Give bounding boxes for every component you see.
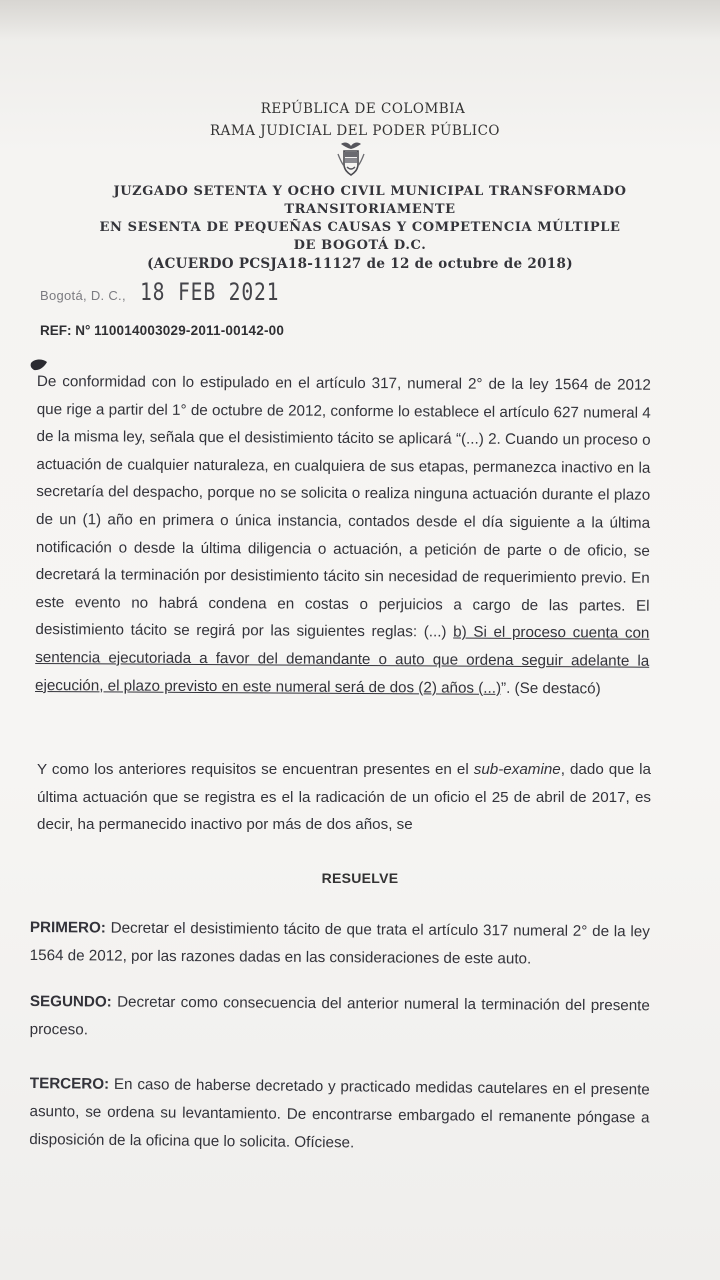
resolution-first-text: Decretar el desistimiento tácito de que trata el artículo 317 numeral 2° de la ley 1564 de 2012, por las razones dadas en las consideraciones de este auto. bbox=[29, 919, 650, 968]
date-place: Bogotá, D. C., bbox=[40, 288, 126, 303]
court-name-block bbox=[40, 183, 680, 273]
document-header bbox=[0, 98, 720, 142]
requirements-text-a: Y como los anteriores requisitos se encuentran presentes en el bbox=[37, 761, 469, 778]
considerations-tail-text: ”. (Se destacó) bbox=[501, 679, 601, 697]
court-name-line: DE BOGOTÁ D.C. bbox=[293, 238, 427, 253]
colombia-coat-of-arms-icon bbox=[335, 140, 367, 178]
resolution-first bbox=[30, 914, 650, 974]
court-agreement-line: (ACUERDO PCSJA18-11127 de 12 de octubre de 2018) bbox=[147, 256, 573, 272]
branch-heading: RAMA JUDICIAL DEL PODER PÚBLICO bbox=[210, 123, 500, 139]
considerations-lead-text: De conformidad con lo estipulado en el artículo 317, numeral 2° de la ley 1564 de 2012 que rige a partir del 1° de octubre de 2012, conforme lo establece el artículo 627 numeral 4 de la misma ley, señala que el desistimiento tácito se aplicará “(...) 2. Cuando un proceso o actuación de cualquier naturaleza, en cualquiera de sus etapas, permanezca inactivo en la secretaría del despacho, porque no se solicita o realiza ninguna actuación durante el plazo de un (1) año en primera o única instancia, contados desde el día siguiente a la última notificación o desde la última diligencia o actuación, a petición de parte o de oficio, se decretará la terminación por desistimiento tácito sin necesidad de requerimiento previo. En este evento no habrá condena en costas o perjuicios a cargo de las partes. El desistimiento tácito se regirá por las siguientes reglas: (...) bbox=[35, 372, 651, 641]
requirements-latin-term: sub-examine bbox=[473, 761, 561, 778]
resolution-second-text: Decretar como consecuencia del anterior numeral la terminación del presente proceso. bbox=[29, 993, 650, 1039]
date-stamp: 18 FEB 2021 bbox=[139, 278, 280, 306]
reference-label: REF: N° bbox=[40, 323, 91, 338]
considerations-paragraph bbox=[35, 368, 651, 703]
court-name-line: EN SESENTA DE PEQUEÑAS CAUSAS Y COMPETENCIA MÚLTIPLE bbox=[99, 220, 621, 235]
court-name-line: JUZGADO SETENTA Y OCHO CIVIL MUNICIPAL TRANSFORMADO TRANSITORIAMENTE bbox=[113, 184, 627, 217]
page-top-shadow bbox=[0, 0, 720, 40]
resolution-second bbox=[30, 988, 650, 1048]
resolution-heading: RESUELVE bbox=[321, 870, 399, 886]
resolution-third bbox=[29, 1070, 650, 1160]
requirements-paragraph bbox=[37, 756, 651, 839]
country-heading: REPÚBLICA DE COLOMBIA bbox=[260, 101, 466, 117]
resolution-third-text: En caso de haberse decretado y practicado medidas cautelares en el presente asunto, se ordena su levantamiento. De encontrarse embargado el remanente póngase a disposición de la oficina que lo solicita. Ofíciese. bbox=[29, 1075, 650, 1152]
requirements-text-b: , dado que la última actuación que se registra es el la radicación de un oficio el 25 de abril de 2017, es decir, ha permanecido inactivo por más de dos años, se bbox=[37, 761, 651, 834]
considerations-underlined-quote: b) Si el proceso cuenta con sentencia ejecutoriada a favor del demandante o auto que ordena seguir adelante la ejecución, el plazo previsto en este numeral será de dos (2) años (...) bbox=[35, 623, 650, 697]
reference-number: 110014003029-2011-00142-00 bbox=[94, 323, 285, 338]
resolution-first-label: PRIMERO: bbox=[29, 918, 106, 937]
resolution-third-label: TERCERO: bbox=[29, 1074, 110, 1093]
resolution-second-label: SEGUNDO: bbox=[29, 992, 112, 1011]
case-reference bbox=[40, 323, 284, 338]
date-line bbox=[40, 278, 310, 306]
